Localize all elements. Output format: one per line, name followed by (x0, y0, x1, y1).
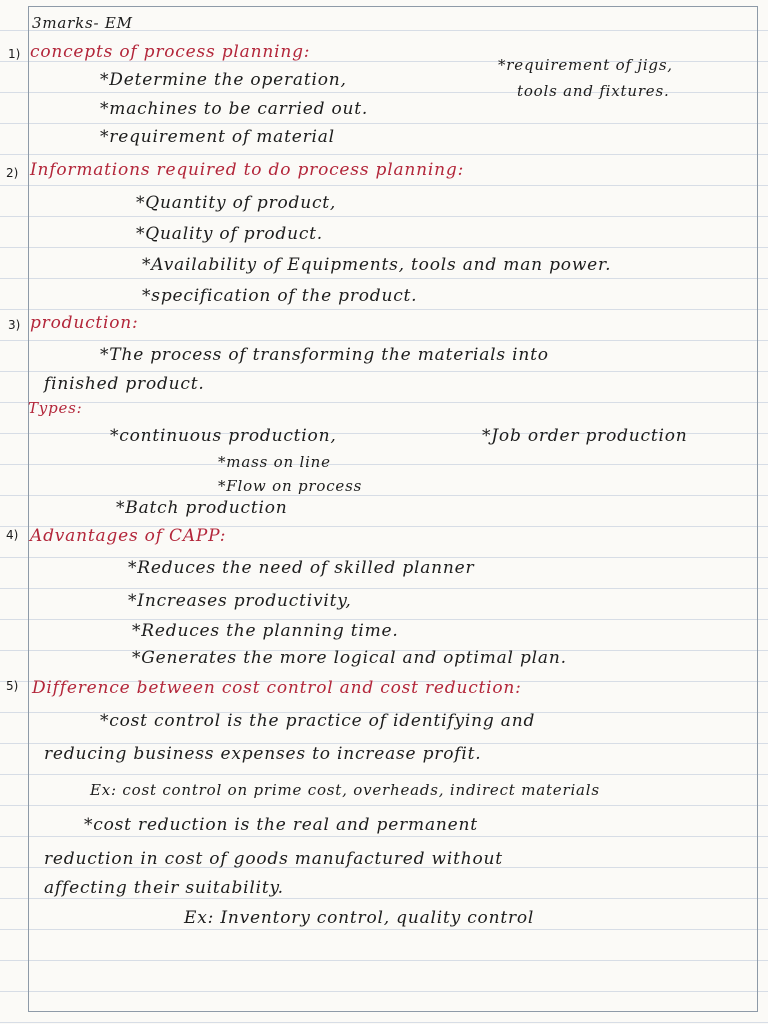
q3-type-job-order: *Job order production (482, 426, 688, 446)
q5-cost-reduction-line-2: reduction in cost of goods manufactured without (44, 849, 503, 869)
q5-cost-reduction-example: Ex: Inventory control, quality control (184, 908, 535, 928)
q5-cost-control-example: Ex: cost control on prime cost, overheads, indirect materials (90, 781, 600, 799)
question-number-4: 4) (6, 528, 19, 542)
q3-definition-line-1: *The process of transforming the materials into (100, 345, 549, 365)
q3-type-mass-on-line: *mass on line (218, 453, 331, 471)
q5-cost-control-line-2: reducing business expenses to increase profit. (44, 744, 482, 764)
q3-type-flow-on-process: *Flow on process (218, 477, 363, 495)
q1-point-2: *machines to be carried out. (100, 99, 369, 119)
q1-point-1: *Determine the operation, (100, 70, 347, 90)
page-header: 3marks- EM (32, 14, 133, 32)
q2-point-1: *Quantity of product, (136, 193, 337, 213)
question-number-2: 2) (6, 166, 19, 180)
q5-cost-reduction-line-1: *cost reduction is the real and permanent (84, 815, 478, 835)
q5-cost-reduction-line-3: affecting their suitability. (44, 878, 284, 898)
q2-title: Informations required to do process planning: (30, 160, 465, 180)
question-number-1: 1) (8, 47, 21, 61)
q2-point-4: *specification of the product. (142, 286, 418, 306)
q3-types-label: Types: (28, 399, 83, 417)
q3-type-batch: *Batch production (116, 498, 288, 518)
q1-title: concepts of process planning: (30, 42, 311, 62)
q1-point-4b: tools and fixtures. (517, 82, 670, 100)
q4-title: Advantages of CAPP: (30, 526, 227, 546)
q4-point-2: *Increases productivity, (128, 591, 352, 611)
q1-point-4a: *requirement of jigs, (498, 56, 673, 74)
q3-title: production: (30, 313, 139, 333)
q5-title: Difference between cost control and cost reduction: (32, 678, 522, 698)
q3-definition-line-2: finished product. (44, 374, 205, 394)
q4-point-4: *Generates the more logical and optimal plan. (132, 648, 567, 668)
q4-point-3: *Reduces the planning time. (132, 621, 399, 641)
q4-point-1: *Reduces the need of skilled planner (128, 558, 475, 578)
q5-cost-control-line-1: *cost control is the practice of identifying and (100, 711, 536, 731)
q2-point-2: *Quality of product. (136, 224, 323, 244)
question-number-5: 5) (6, 679, 19, 693)
q2-point-3: *Availability of Equipments, tools and man power. (142, 255, 612, 275)
q3-type-continuous: *continuous production, (110, 426, 337, 446)
q1-point-3: *requirement of material (100, 127, 335, 147)
question-number-3: 3) (8, 318, 21, 332)
